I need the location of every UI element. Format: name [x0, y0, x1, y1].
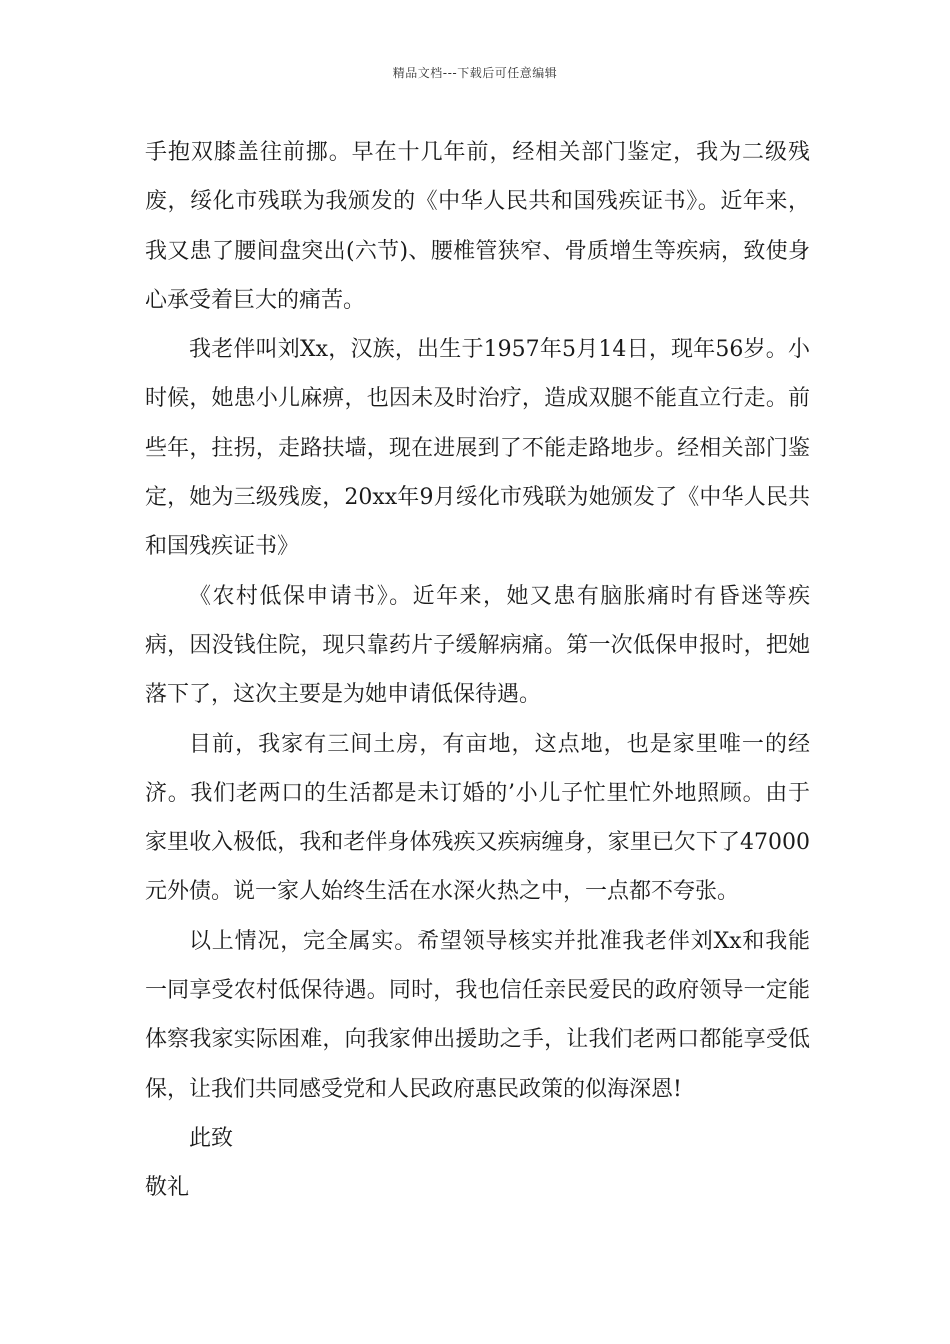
page-header: 精品文档---下载后可任意编辑: [392, 66, 558, 80]
closing-regards: 敬礼: [145, 1175, 190, 1201]
paragraph-spouse-info: 我老伴叫刘Xx，汉族，出生于1957年5月14日，现年56岁。小时候，她患小儿麻痹，也因未及时治疗，造成双腿不能直立行走。前些年，拄拐，走路扶墙，现在进展到了不能走路地步。经相关部门鉴定，她为三级残废，20xx年9月绥化市残联为她颁发了《中华人民共和国残疾证书》: [145, 337, 810, 560]
paragraph-family-situation: 目前，我家有三间土房，有亩地，这点地，也是家里唯一的经济。我们老两口的生活都是未订婚的’小儿子忙里忙外地照顾。由于家里收入极低，我和老伴身体残疾又疾病缠身，家里已欠下了47000元外债。说一家人始终生活在水深火热之中，一点都不夸张。: [145, 731, 810, 905]
closing-salutation: 此致: [189, 1125, 234, 1151]
paragraph-spouse-illness: 《农村低保申请书》。近年来，她又患有脑胀痛时有昏迷等疾病，因没钱住院，现只靠药片子缓解病痛。第一次低保申报时，把她落下了，这次主要是为她申请低保待遇。: [145, 583, 810, 708]
document-body: [145, 128, 810, 1213]
paragraph-request: 以上情况，完全属实。希望领导核实并批准我老伴刘Xx和我能一同享受农村低保待遇。同时，我也信任亲民爱民的政府领导一定能体察我家实际困难，向我家伸出援助之手，让我们老两口都能享受低保，让我们共同感受党和人民政府惠民政策的似海深恩!: [145, 928, 810, 1102]
paragraph-intro-continued: 手抱双膝盖往前挪。早在十几年前，经相关部门鉴定，我为二级残废，绥化市残联为我颁发的《中华人民共和国残疾证书》。近年来，我又患了腰间盘突出(六节)、腰椎管狭窄、骨质增生等疾病，致使身心承受着巨大的痛苦。: [145, 140, 810, 313]
